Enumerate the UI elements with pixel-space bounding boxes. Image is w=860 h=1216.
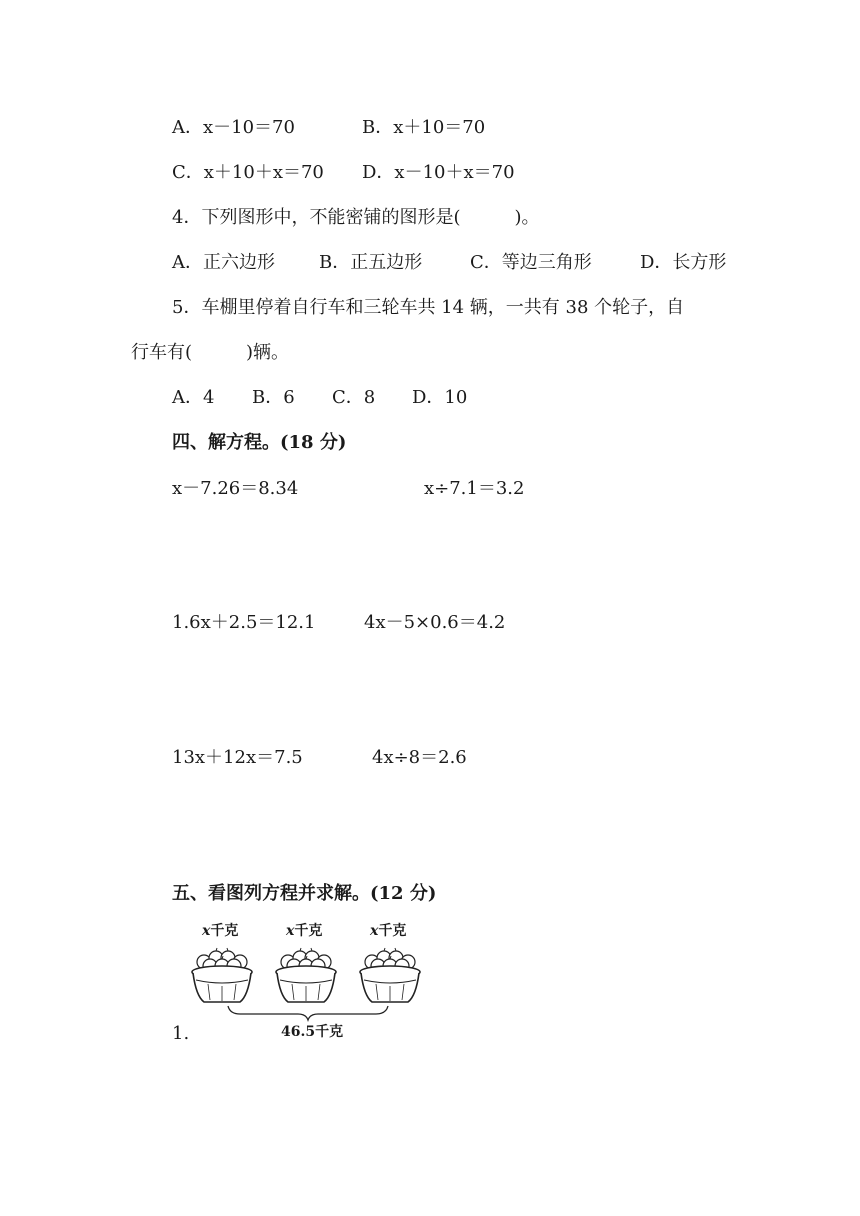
q4-option-a: A．正六边形	[172, 252, 275, 273]
equation-3: 1.6x＋2.5＝12.1	[172, 612, 316, 633]
equation-4: 4x－5×0.6＝4.2	[364, 612, 506, 633]
q3-option-c: C．x＋10＋x＝70	[172, 162, 324, 183]
q4-option-c: C．等边三角形	[470, 252, 592, 273]
basket-3	[360, 948, 420, 1002]
q5-option-d: D．10	[412, 387, 468, 408]
q4-option-b: B．正五边形	[319, 252, 423, 273]
item1-number: 1.	[172, 1023, 190, 1044]
q3-option-d: D．x－10＋x＝70	[362, 162, 515, 183]
q4-stem: 4．下列图形中，不能密铺的图形是( )。	[172, 207, 540, 228]
q3-option-a: A．x－10＝70	[172, 117, 295, 138]
total-bracket	[228, 1006, 388, 1020]
section4-title: 四、解方程。(18 分)	[172, 432, 347, 453]
total-weight-label: 46.5千克	[281, 1024, 344, 1040]
basket-figure	[188, 918, 428, 1048]
q5-option-c: C．8	[332, 387, 376, 408]
equation-6: 4x÷8＝2.6	[372, 747, 467, 768]
basket-2	[276, 948, 336, 1002]
q5-option-a: A．4	[172, 387, 215, 408]
section5-title: 五、看图列方程并求解。(12 分)	[172, 883, 437, 904]
q3-option-b: B．x＋10＝70	[362, 117, 486, 138]
equation-5: 13x＋12x＝7.5	[172, 747, 303, 768]
equation-1: x－7.26＝8.34	[172, 478, 299, 499]
q5-stem-line1: 5．车棚里停着自行车和三轮车共 14 辆，一共有 38 个轮子，自	[172, 297, 685, 318]
basket-label-3: x千克	[370, 923, 407, 939]
q5-option-b: B．6	[252, 387, 295, 408]
basket-1	[192, 948, 252, 1002]
q4-option-d: D．长方形	[640, 252, 727, 273]
basket-label-1: x千克	[202, 923, 239, 939]
q5-stem-line2: 行车有( )辆。	[131, 342, 290, 363]
basket-label-2: x千克	[286, 923, 323, 939]
equation-2: x÷7.1＝3.2	[424, 478, 525, 499]
